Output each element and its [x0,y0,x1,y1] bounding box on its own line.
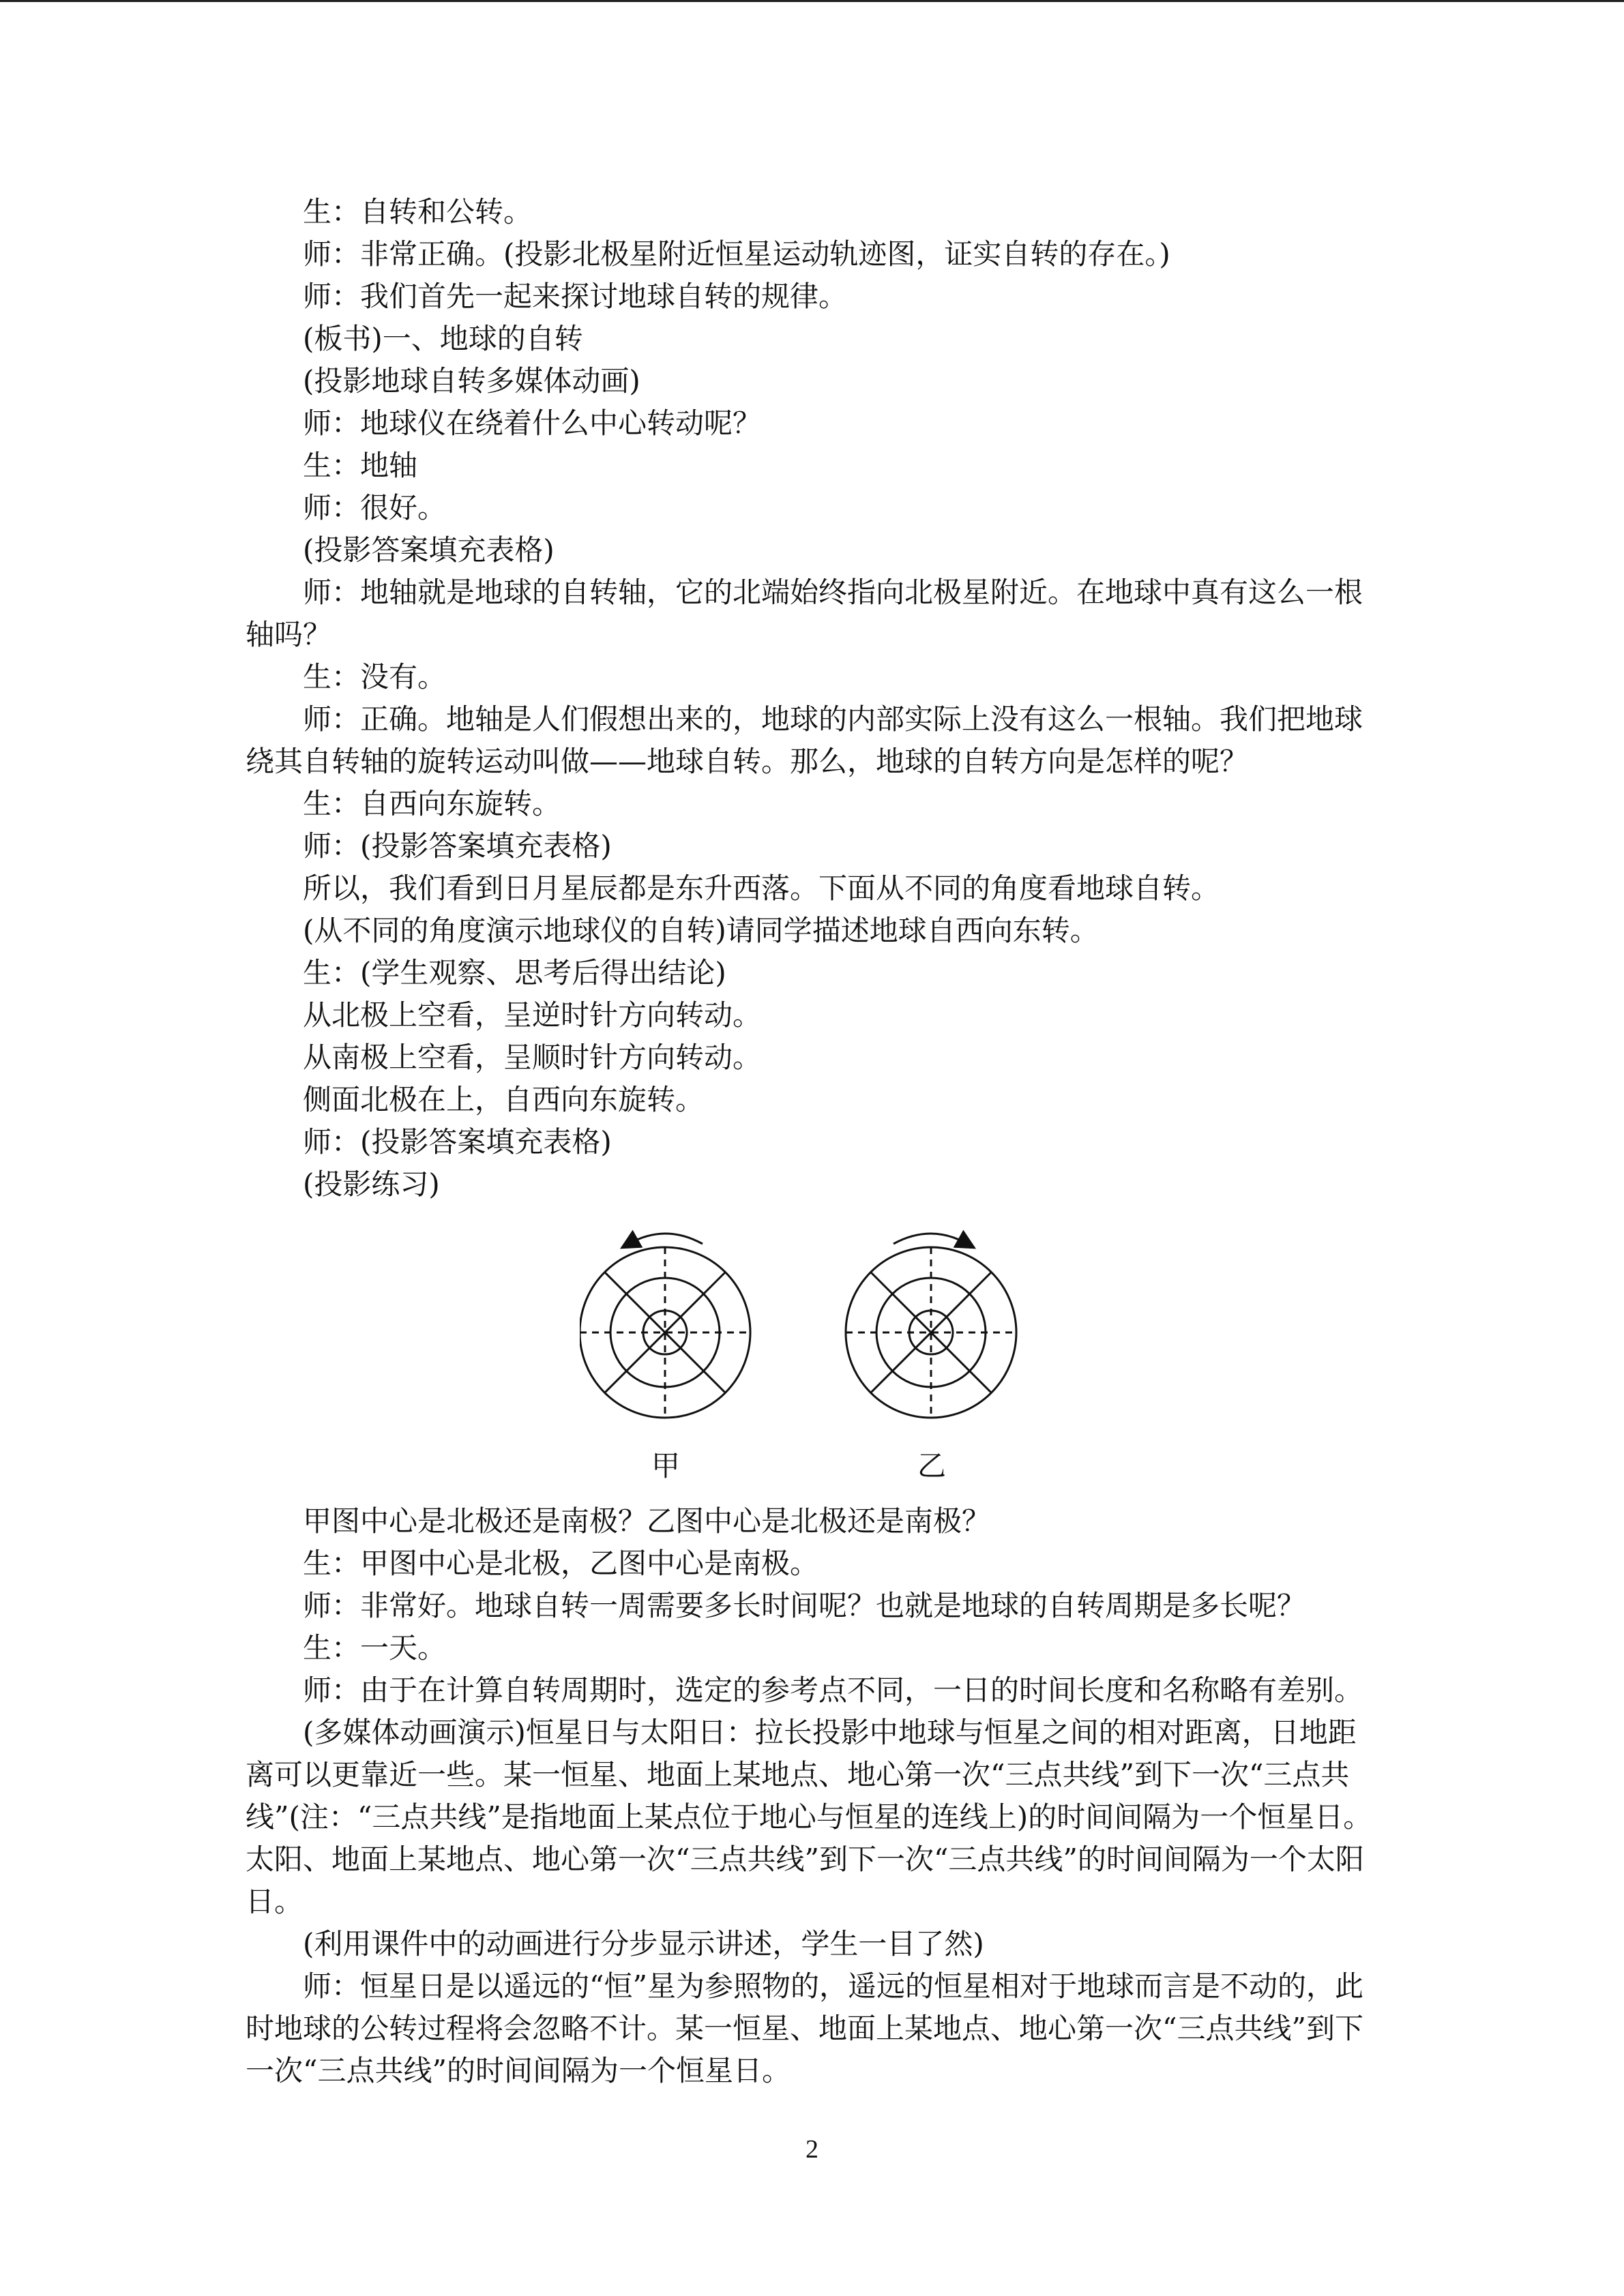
text-line: 生：没有。 [303,660,447,694]
text-line: (从不同的角度演示地球仪的自转)请同学描述地球自西向东转。 [303,914,1099,947]
text-line: 师：地球仪在绕着什么中心转动呢？ [303,406,762,440]
text-line: 师：很好。 [303,491,447,524]
text-line: (板书)一、地球的自转 [303,322,583,355]
text-line: 生：地轴 [303,449,418,482]
text-line: (利用课件中的动画进行分步显示讲述，学生一目了然) [303,1927,984,1960]
text-line: 所以，我们看到日月星辰都是东升西落。下面从不同的角度看地球自转。 [303,871,1220,905]
figure-label-yi: 乙 [917,1449,947,1482]
diagram-yi [846,1234,1016,1418]
text-line: 生：一天。 [303,1631,447,1665]
rotation-exercise-figure [246,1210,1378,1496]
diagram-jia [580,1234,750,1418]
text-line: 师：(投影答案填充表格) [303,829,612,863]
text-line: 生：甲图中心是北极，乙图中心是南极。 [303,1547,819,1580]
text-line: (投影练习) [303,1167,440,1201]
paragraph-final: 师：恒星日是以遥远的“恒”星为参照物的，遥远的恒星相对于地球而言是不动的，此时地球的公转过程将会忽略不计。某一恒星、地面上某地点、地心第一次“三点共线”到下一次“三点共线”的时间间隔为一个恒星日。 [246,1969,1363,2087]
text-line: (投影地球自转多媒体动画) [303,364,640,398]
page-top-rule [0,0,1624,2]
text-line: 师：由于在计算自转周期时，选定的参考点不同，一日的时间长度和名称略有差别。 [303,1673,1363,1707]
text-line: 从北极上空看，呈逆时针方向转动。 [303,998,762,1032]
text-line: 生：自转和公转。 [303,195,533,228]
counterclockwise-arrow-icon [629,1234,703,1244]
text-line: 生：(学生观察、思考后得出结论) [303,956,726,989]
text-line: 从南极上空看，呈顺时针方向转动。 [303,1041,762,1074]
figure-label-jia: 甲 [651,1449,681,1482]
paragraph-axis: 师：地轴就是地球的自转轴，它的北端始终指向北极星附近。在地球中真有这么一根轴吗？ [246,576,1363,651]
text-line: (投影答案填充表格) [303,533,555,567]
text-line: 甲图中心是北极还是南极？乙图中心是北极还是南极？ [303,1504,991,1538]
text-line: 师：(投影答案填充表格) [303,1125,612,1159]
clockwise-arrow-icon [894,1234,967,1244]
document-body [246,191,1378,2092]
text-line: 师：我们首先一起来探讨地球自转的规律。 [303,280,848,313]
page-number: 2 [806,2135,818,2164]
paragraph-correct: 师：正确。地轴是人们假想出来的，地球的内部实际上没有这么一根轴。我们把地球绕其自转轴的旋转运动叫做——地球自转。那么，地球的自转方向是怎样的呢？ [246,702,1363,778]
text-line: 侧面北极在上，自西向东旋转。 [303,1083,705,1116]
text-line: 师：非常正确。(投影北极星附近恒星运动轨迹图，证实自转的存在。) [303,237,1170,271]
paragraph-sidereal-day: (多媒体动画演示)恒星日与太阳日：拉长投影中地球与恒星之间的相对距离，日地距离可以更靠近一些。某一恒星、地面上某地点、地心第一次“三点共线”到下一次“三点共线”(注：“三点共线”是指地面上某点位于地心与恒星的连线上)的时间间隔为一个恒星日。太阳、地面上某地点、地心第一次“三点共线”到下一次“三点共线”的时间间隔为一个太阳日。 [246,1716,1372,1918]
text-line: 生：自西向东旋转。 [303,787,561,820]
polar-view-diagrams [580,1210,1044,1496]
text-line: 师：非常好。地球自转一周需要多长时间呢？也就是地球的自转周期是多长呢？ [303,1589,1306,1622]
